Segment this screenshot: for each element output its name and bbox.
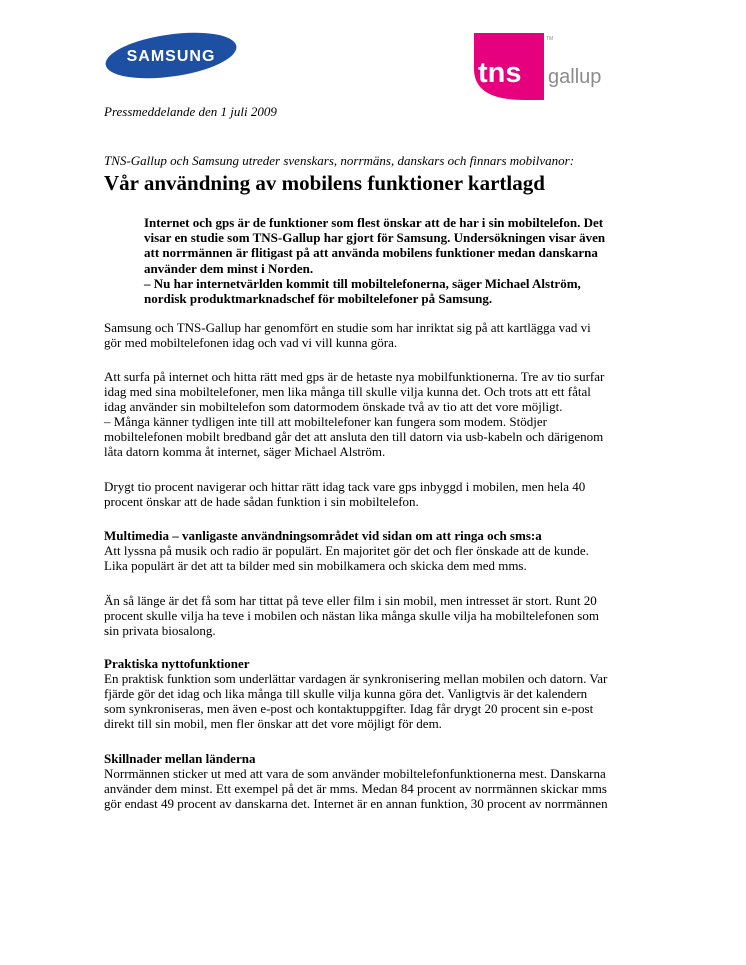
ingress-line: – Nu har internetvärlden kommit till mobiltelefonerna, säger Michael Alström,	[144, 275, 581, 291]
paragraph-surf	[104, 369, 644, 459]
paragraph-line: idag använder sin mobiltelefon som datormodem önskade två av tio att det vore möjligt.	[104, 399, 563, 414]
samsung-logo-text: SAMSUNG	[126, 48, 216, 65]
samsung-logo	[104, 32, 238, 79]
paragraph-line: Norrmännen sticker ut med att vara de som använder mobiltelefonfunktionerna mest. Danskarna	[104, 766, 606, 781]
paragraph-line: Lika populärt är det att ta bilder med sin mobilkamera och skicka dem med mms.	[104, 558, 527, 573]
section-heading: Multimedia – vanligaste användningsområdet vid sidan om att ringa och sms:a	[104, 528, 542, 543]
paragraph-line: Att surfa på internet och hitta rätt med gps är de hetaste nya mobilfunktionerna. Tre av tio surfar	[104, 369, 605, 384]
paragraph-line: Att lyssna på musik och radio är populärt. En majoritet gör det och fler önskade att de kunde.	[104, 543, 589, 558]
paragraph-line: procent skulle vilja ha teve i mobilen och nästan lika många skulle vilja ha mobiltelefonen som	[104, 608, 599, 623]
paragraph-line: fjärde gör det idag och lika många till skulle vilja kunna göra det. Vanligtvis är det kalendern	[104, 686, 588, 701]
dateline: Pressmeddelande den 1 juli 2009	[104, 104, 277, 119]
ingress-line: använder dem minst i Norden.	[144, 260, 314, 276]
kicker: TNS-Gallup och Samsung utreder svenskars, norrmäns, danskars och finnars mobilvanor:	[104, 153, 575, 168]
paragraph-line: Än så länge är det få som har tittat på teve eller film i sin mobil, men intresset är stort. Runt 20	[104, 593, 597, 608]
section-praktiska	[104, 656, 644, 731]
paragraph-line: En praktisk funktion som underlättar vardagen är synkronisering mellan mobilen och datorn. Var	[104, 671, 608, 686]
ingress-line: att norrmännen är flitigast på att använda mobilens funktioner medan danskarna	[144, 245, 598, 261]
paragraph-tv	[104, 593, 644, 638]
paragraph-line: idag med sina mobiltelefoner, men lika många till skulle vilja kunna det. Och trots att ett fåtal	[104, 384, 591, 399]
trademark-mark: TM	[546, 36, 554, 42]
section-skillnader	[104, 751, 644, 811]
paragraph-line: mobiltelefonen mobilt bredband går det att ansluta den till datorn via usb-kabeln och därigenom	[104, 429, 604, 444]
paragraph-gps	[104, 479, 644, 509]
paragraph-line: som synkroniseras, men även e-post och kontaktuppgifter. Idag får drygt 20 procent sin e-post	[104, 701, 594, 716]
section-heading: Praktiska nyttofunktioner	[104, 656, 250, 671]
paragraph-line: gör endast 49 procent av danskarna det. Internet är en annan funktion, 30 procent av norrmännen	[104, 796, 608, 811]
ingress	[144, 215, 649, 306]
gallup-logo-text: gallup	[548, 66, 602, 88]
paragraph-line: direkt till sin mobil, men fler önskar att det vore möjligt för dem.	[104, 716, 442, 731]
paragraph-line: gör med mobiltelefonen idag och vad vi vill kunna göra.	[104, 335, 398, 350]
paragraph-line: – Många känner tydligen inte till att mobiltelefoner kan fungera som modem. Stödjer	[104, 414, 547, 429]
section-multimedia	[104, 528, 644, 573]
tns-logo-text: tns	[478, 57, 522, 89]
paragraph-line: låta datorn komma åt internet, säger Michael Alström.	[104, 444, 386, 459]
ingress-line: visar en studie som TNS-Gallup har gjort för Samsung. Undersökningen visar även	[144, 230, 606, 246]
paragraph-line: Drygt tio procent navigerar och hittar rätt idag tack vare gps inbyggd i mobilen, men hela 40	[104, 479, 586, 494]
paragraph-line: sin privata biosalong.	[104, 623, 216, 638]
ingress-line: Internet och gps är de funktioner som flest önskar att de har i sin mobiltelefon. Det	[144, 215, 604, 230]
section-heading: Skillnader mellan länderna	[104, 751, 256, 766]
ingress-line: nordisk produktmarknadschef för mobiltelefoner på Samsung.	[144, 291, 493, 307]
paragraph-intro	[104, 320, 644, 350]
headline: Vår användning av mobilens funktioner kartlagd	[104, 171, 545, 195]
paragraph-line: Samsung och TNS-Gallup har genomfört en studie som har inriktat sig på att kartlägga vad vi	[104, 320, 591, 335]
tns-gallup-logo	[474, 31, 604, 101]
paragraph-line: procent önskar att de hade sådan funktion i sin mobiltelefon.	[104, 494, 419, 509]
paragraph-line: använder dem minst. Ett exempel på det är mms. Medan 84 procent av norrmännen skickar mms	[104, 781, 607, 796]
